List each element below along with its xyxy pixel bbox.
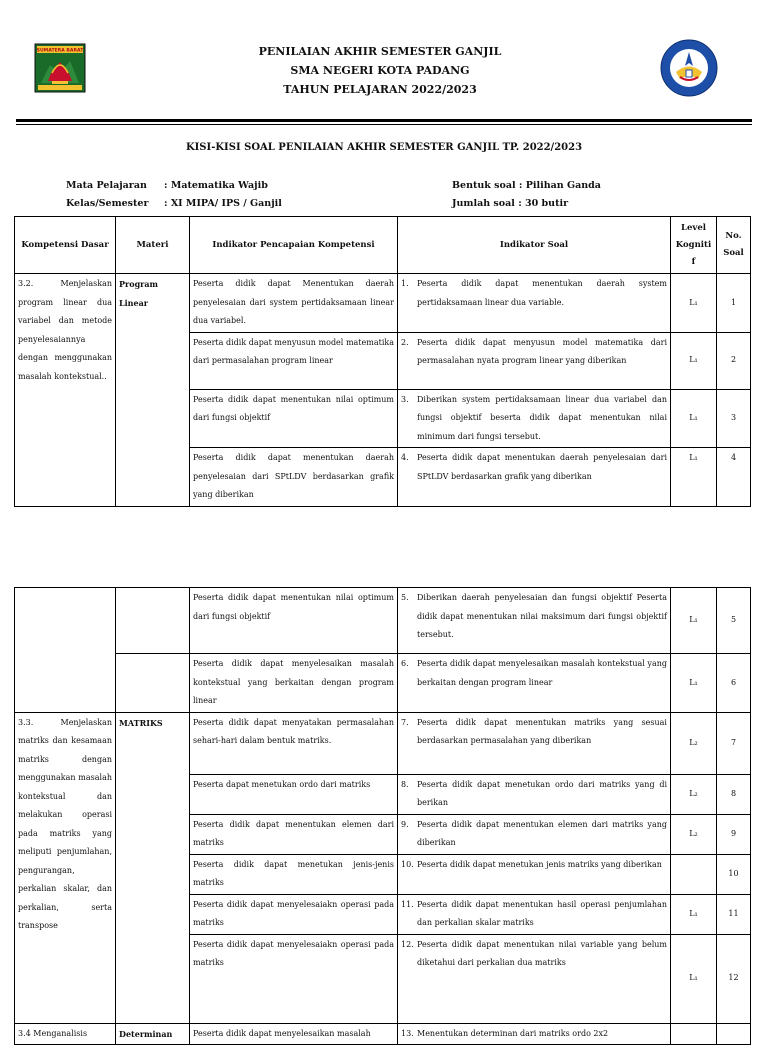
col-indikator-soal: Indikator Soal (398, 217, 671, 274)
no-cell: 11 (717, 894, 751, 934)
is-number: 3. (401, 394, 409, 404)
is-text: Peserta didik dapat menetukan jenis matriks yang diberikan (417, 859, 662, 869)
materi-cell-empty (116, 654, 190, 713)
no-cell: 5 (717, 588, 751, 654)
is-text: Menentukan determinan dari matriks ordo 2x2 (417, 1028, 609, 1038)
kd-cell: 3.2. Menjelaskan program linear dua variabel dan metode penyelesaiannya dengan menggunakan masalah kontekstual.. (15, 274, 116, 507)
table-row (15, 274, 751, 333)
level-cell (671, 1023, 717, 1045)
no-cell: 6 (717, 654, 751, 713)
is-text: Peserta didik dapat menyusun model matematika dari permasalahan nyata program linear yang diberikan (417, 337, 667, 365)
kd-cell: 3.4 Menganalisis (15, 1023, 116, 1045)
is-text: Peserta didik dapat menyelesaikan masalah kontekstual yang berkaitan dengan program linear (417, 659, 667, 687)
is-cell (398, 448, 671, 507)
no-cell: 3 (717, 389, 751, 448)
is-text: Peserta didik dapat menetukan ordo dari matriks yang di berikan (417, 779, 667, 807)
col-materi: Materi (116, 217, 190, 274)
header-line-3: TAHUN PELAJARAN 2022/2023 (283, 83, 477, 96)
is-cell (398, 274, 671, 333)
is-number: 1. (401, 279, 409, 288)
is-number: 8. (401, 779, 409, 789)
is-cell (398, 854, 671, 894)
ipk-cell: Peserta didik dapat menyelesaiakn operasi pada matriks (190, 894, 398, 934)
table-row (15, 654, 751, 713)
is-cell (398, 332, 671, 389)
no-cell: 4 (717, 448, 751, 507)
header-divider-thick (16, 119, 752, 122)
ipk-cell: Peserta didik dapat menyatakan permasalahan sehari-hari dalam bentuk matriks. (190, 712, 398, 774)
level-cell: L₂ (671, 712, 717, 774)
is-number: 9. (401, 819, 409, 829)
is-number: 6. (401, 659, 409, 668)
col-kompetensi-dasar: Kompetensi Dasar (15, 217, 116, 274)
table-row (15, 1023, 751, 1045)
is-cell (398, 814, 671, 854)
no-cell: 7 (717, 712, 751, 774)
is-cell (398, 654, 671, 713)
subject-value: : Matematika Wajib (164, 180, 268, 191)
is-number: 5. (401, 593, 409, 602)
no-cell: 1 (717, 274, 751, 333)
header-line-1: PENILAIAN AKHIR SEMESTER GANJIL (258, 45, 502, 58)
ipk-cell: Peserta didik dapat menetukan jenis-jenis matriks (190, 854, 398, 894)
level-cell: L₁ (671, 274, 717, 333)
level-cell: L₂ (671, 774, 717, 814)
ipk-cell: Peserta didik dapat menentukan daerah penyelesaian dari SPtLDV berdasarkan grafik yang diberikan (190, 448, 398, 507)
materi-cell: Program Linear (116, 274, 190, 507)
is-cell (398, 1023, 671, 1045)
is-number: 10. (401, 859, 414, 869)
col-no-soal: No. Soal (717, 217, 751, 274)
is-number: 11. (401, 899, 414, 909)
header-line-2: SMA NEGERI KOTA PADANG (290, 64, 470, 77)
is-cell (398, 774, 671, 814)
no-cell: 10 (717, 854, 751, 894)
level-cell (671, 854, 717, 894)
is-cell (398, 934, 671, 1023)
level-cell: L₁ (671, 934, 717, 1023)
table-header-row (15, 217, 751, 274)
is-text: Diberikan daerah penyelesaian dan fungsi objektif Peserta didik dapat menentukan nilai maksimum dari fungsi objektif tersebut. (417, 593, 667, 639)
level-cell: L₂ (671, 814, 717, 854)
is-text: Peserta didik dapat menentukan elemen dari matriks yang diberikan (417, 819, 667, 847)
is-text: Peserta didik dapat menentukan nilai variable yang belum diketahui dari perkalian dua matriks (417, 939, 667, 967)
sumatera-barat-emblem-logo (34, 43, 86, 93)
no-cell: 9 (717, 814, 751, 854)
ipk-cell: Peserta didik dapat menentukan elemen dari matriks (190, 814, 398, 854)
is-number: 2. (401, 337, 409, 347)
question-count: Jumlah soal : 30 butir (452, 198, 569, 209)
col-indikator-pencapaian: Indikator Pencapaian Kompetensi (190, 217, 398, 274)
level-cell: L₁ (671, 654, 717, 713)
tut-wuri-handayani-logo (660, 39, 718, 97)
level-cell: L₁ (671, 332, 717, 389)
kd-cell: 3.3. Menjelaskan matriks dan kesamaan matriks dengan menggunakan masalah kontekstual dan melakukan operasi pada matriks yang meliputi penjumlahan, pengurangan, perkalian skalar, dan perkalian, serta transpose (15, 712, 116, 1023)
is-cell (398, 588, 671, 654)
level-cell: L₁ (671, 588, 717, 654)
ipk-cell: Peserta didik dapat menentukan nilai optimum dari fungsi objektif (190, 588, 398, 654)
ipk-cell: Peserta didik dapat menyelesaikan masalah kontekstual yang berkaitan dengan program linear (190, 654, 398, 713)
is-text: Diberikan system pertidaksamaan linear dua variabel dan fungsi objektif beserta didik dapat menentukan nilai minimum dari fungsi tersebut. (417, 394, 667, 441)
is-number: 7. (401, 717, 409, 727)
kd-cell-empty (15, 588, 116, 713)
no-cell: 8 (717, 774, 751, 814)
is-number: 13. (401, 1028, 414, 1038)
level-cell: L₁ (671, 894, 717, 934)
table-row (15, 712, 751, 774)
is-text: Peserta didik dapat menentukan daerah system pertidaksamaan linear dua variable. (417, 279, 667, 307)
is-text: Peserta didik dapat menentukan daerah penyelesaian dari SPtLDV berdasarkan grafik yang diberikan (417, 453, 667, 481)
materi-cell-empty (116, 588, 190, 654)
document-title: KISI-KISI SOAL PENILAIAN AKHIR SEMESTER GANJIL TP. 2022/2023 (185, 142, 583, 153)
ipk-cell: Peserta didik dapat Menentukan daerah penyelesaian dari system pertidaksamaan linear dua variabel. (190, 274, 398, 333)
is-number: 12. (401, 939, 414, 949)
school-header (190, 42, 570, 99)
is-cell (398, 712, 671, 774)
question-form: Bentuk soal : Pilihan Ganda (452, 180, 601, 191)
no-cell: 2 (717, 332, 751, 389)
no-cell: 12 (717, 934, 751, 1023)
subject-label: Mata Pelajaran (66, 180, 147, 191)
ipk-cell: Peserta didik dapat menyelesaiakn operasi pada matriks (190, 934, 398, 1023)
svg-text:SUMATERA BARAT: SUMATERA BARAT (36, 48, 84, 54)
materi-cell: MATRIKS (116, 712, 190, 1023)
class-value: : XI MIPA/ IPS / Ganjil (164, 198, 282, 209)
materi-cell: Determinan (116, 1023, 190, 1045)
level-cell: L₁ (671, 448, 717, 507)
ipk-cell: Peserta didik dapat menyelesaikan masalah (190, 1023, 398, 1045)
ipk-cell: Peserta didik dapat menyusun model matematika dari permasalahan program linear (190, 332, 398, 389)
is-text: Peserta didik dapat menentukan hasil operasi penjumlahan dan perkalian skalar matriks (417, 899, 667, 927)
table-row (15, 588, 751, 654)
is-cell (398, 389, 671, 448)
col-level-kognitif: Level Kogniti f (671, 217, 717, 274)
no-cell (717, 1023, 751, 1045)
ipk-cell: Peserta dapat menetukan ordo dari matriks (190, 774, 398, 814)
grid-table-2 (14, 587, 751, 1045)
level-cell: L₁ (671, 389, 717, 448)
is-number: 4. (401, 453, 409, 462)
grid-table-1 (14, 216, 751, 507)
header-divider-thin (16, 124, 752, 125)
class-label: Kelas/Semester (66, 198, 149, 209)
is-cell (398, 894, 671, 934)
is-text: Peserta didik dapat menentukan matriks yang sesuai berdasarkan permasalahan yang diberikan (417, 717, 667, 745)
ipk-cell: Peserta didik dapat menentukan nilai optimum dari fungsi objektif (190, 389, 398, 448)
